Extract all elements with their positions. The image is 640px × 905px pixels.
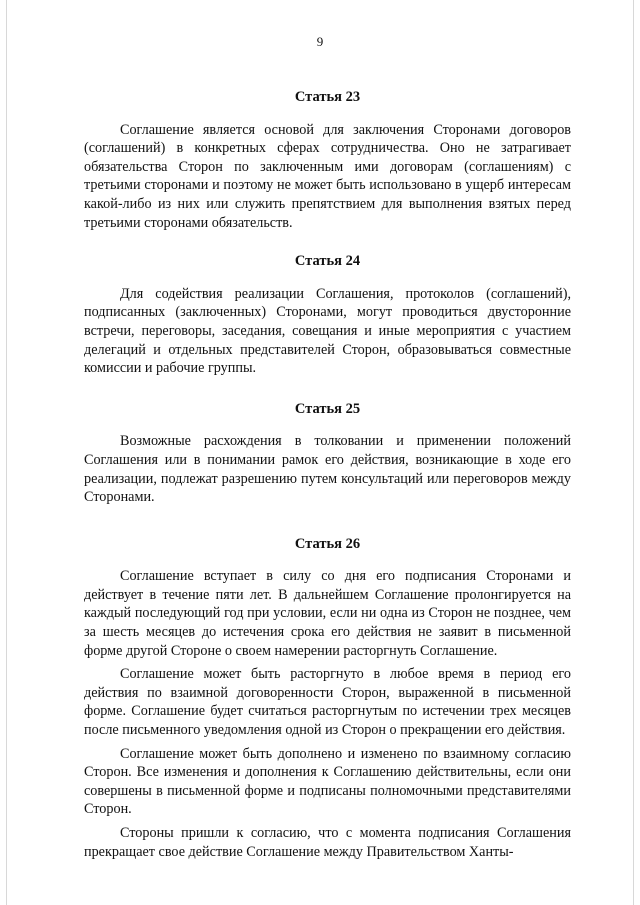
article-26-paragraph-4: Стороны пришли к согласию, что с момента подписания Соглашения прекращает свое действие Соглашение между Правительством Ханты- <box>84 825 571 860</box>
article-24-heading: Статья 24 <box>294 253 361 270</box>
scan-edge-right <box>633 0 634 905</box>
article-24-paragraph: Для содействия реализации Соглашения, протоколов (соглашений), подписанных (заключенных) Сторонами, могут проводиться двусторонние встречи, переговоры, заседания, совещания и иные мероприятия с участием делегаций и отдельных представителей Сторон, образовываться совместные комиссии и рабочие группы. <box>84 285 571 377</box>
scan-edge-left <box>6 0 7 905</box>
article-26-paragraph-3: Соглашение может быть дополнено и изменено по взаимному согласию Сторон. Все изменения и дополнения к Соглашению действительны, если они совершены в письменной форме и подписаны полномочными представителями Сторон. <box>84 745 571 818</box>
article-26-paragraph-1: Соглашение вступает в силу со дня его подписания Сторонами и действует в течение пяти лет. В дальнейшем Соглашение пролонгируется на каждый последующий год при условии, если ни одна из Сторон не позднее, чем за шесть месяцев до истечения срока его действия не заявит в письменной форме другой Стороне о своем намерении расторгнуть Соглашение. <box>84 568 571 659</box>
article-26-heading: Статья 26 <box>294 535 361 552</box>
document-body <box>84 88 571 861</box>
article-26-paragraph-2: Соглашение может быть расторгнуто в любое время в период его действия по взаимной договоренности Сторон, выраженной в письменной форме. Соглашение будет считаться расторгнутым по истечении трех месяцев после письменного уведомления одной из Сторон о прекращении его действия. <box>84 666 571 739</box>
article-23-paragraph: Соглашение является основой для заключения Сторонами договоров (соглашений) в конкретных сферах сотрудничества. Оно не затрагивает обязательства Сторон по заключенным ими договорам (соглашениям) с третьими сторонами и поэтому не может быть использовано в ущерб интересам какой-либо из них или служить препятствием для выполнения взятых перед третьими сторонами обязательств. <box>84 121 571 231</box>
article-25-paragraph: Возможные расхождения в толковании и применении положений Соглашения или в понимании рамок его действия, возникающие в ходе его реализации, подлежат разрешению путем консультаций или переговоров между Сторонами. <box>84 433 571 506</box>
page-number: 9 <box>316 34 324 49</box>
article-23-heading: Статья 23 <box>294 89 361 105</box>
article-25-heading: Статья 25 <box>294 400 361 417</box>
